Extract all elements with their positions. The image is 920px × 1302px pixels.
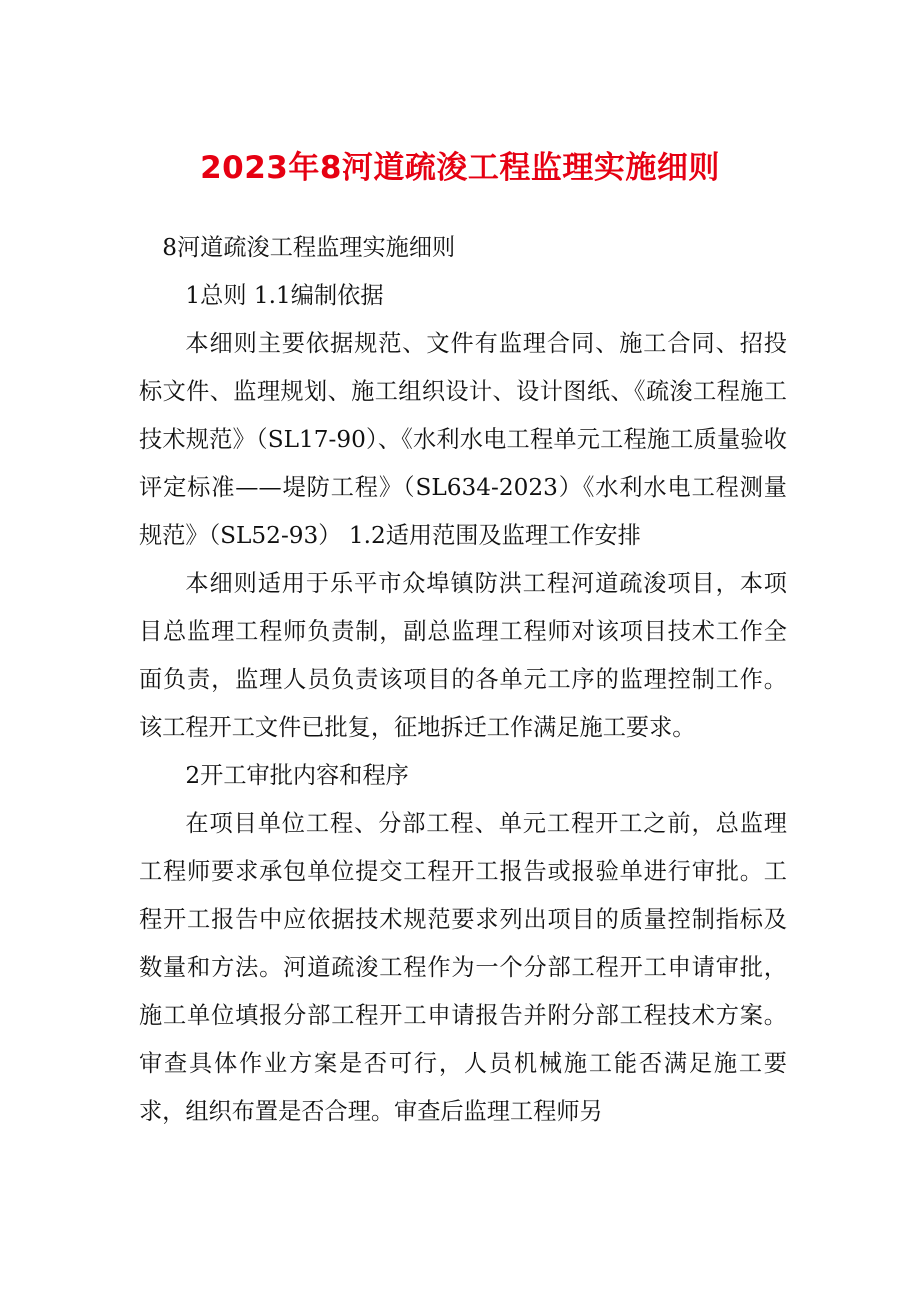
- section-heading: 2开工审批内容和程序: [185, 762, 409, 789]
- body-paragraph: 本细则主要依据规范、文件有监理合同、施工合同、招投标文件、监理规划、施工组织设计、设计图纸、《疏浚工程施工技术规范》（SL17-90）、《水利水电工程单元工程施工质量验收评定标准——堤防工程》（SL634-2023）《水利水电工程测量规范》（SL52-93） 1.2适用范围及监理工作安排: [139, 330, 787, 549]
- section-heading: 8河道疏浚工程监理实施细则: [162, 234, 456, 261]
- document-title: 2023年8河道疏浚工程监理实施细则: [200, 150, 720, 186]
- subsection-heading: 1总则 1.1编制依据: [185, 282, 384, 309]
- body-paragraph: 本细则适用于乐平市众埠镇防洪工程河道疏浚项目，本项目总监理工程师负责制，副总监理工程师对该项目技术工作全面负责，监理人员负责该项目的各单元工序的监理控制工作。该工程开工文件已批复，征地拆迁工作满足施工要求。: [139, 570, 787, 741]
- body-paragraph: 在项目单位工程、分部工程、单元工程开工之前，总监理工程师要求承包单位提交工程开工报告或报验单进行审批。工程开工报告中应依据技术规范要求列出项目的质量控制指标及数量和方法。河道疏浚工程作为一个分部工程开工申请审批，施工单位填报分部工程开工申请报告并附分部工程技术方案。审查具体作业方案是否可行，人员机械施工能否满足施工要求，组织布置是否合理。审查后监理工程师另: [139, 810, 787, 1125]
- document-body: [139, 224, 787, 1136]
